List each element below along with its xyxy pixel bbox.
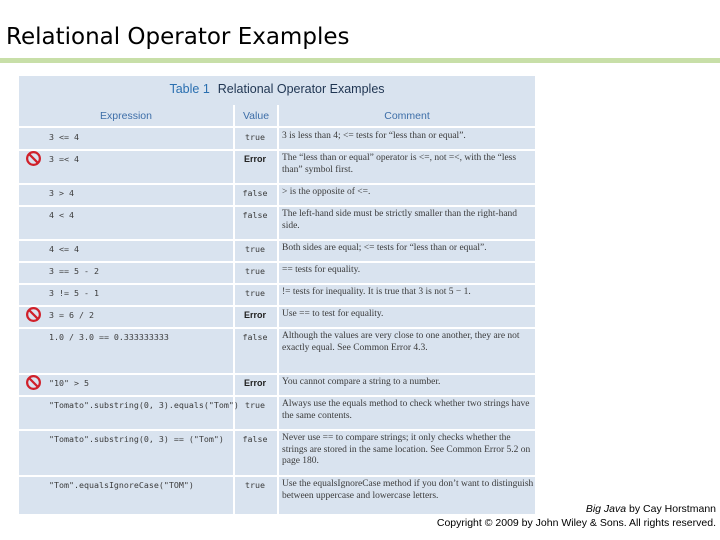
copyright-notice: Copyright © 2009 by John Wiley & Sons. All rights reserved. bbox=[436, 517, 716, 529]
expression-cell: 3 =< 4 bbox=[49, 154, 79, 164]
comment-cell: Always use the equals method to check whether two strings have the same contents. bbox=[282, 399, 530, 421]
prohibited-icon bbox=[25, 374, 42, 391]
prohibited-icon bbox=[25, 150, 42, 167]
table-caption-text: Relational Operator Examples bbox=[217, 82, 385, 96]
value-cell: false bbox=[242, 188, 268, 198]
header-rule bbox=[19, 126, 535, 128]
value-cell: false bbox=[242, 210, 268, 220]
slide-title: Relational Operator Examples bbox=[6, 24, 350, 50]
value-cell: true bbox=[245, 480, 265, 490]
expression-cell: "Tomato".substring(0, 3) == ("Tom") bbox=[49, 434, 224, 444]
row-divider bbox=[19, 395, 535, 397]
expression-cell: "10" > 5 bbox=[49, 378, 89, 388]
header-value: Value bbox=[242, 110, 270, 122]
author-byline: by Cay Horstmann bbox=[629, 503, 716, 515]
comment-cell: 3 is less than 4; <= tests for “less than or equal”. bbox=[282, 131, 466, 141]
row-divider bbox=[19, 475, 535, 477]
row-divider bbox=[19, 239, 535, 241]
value-cell: true bbox=[245, 244, 265, 254]
value-cell: true bbox=[245, 288, 265, 298]
row-divider bbox=[19, 283, 535, 285]
table-caption bbox=[19, 82, 535, 96]
comment-cell: > is the opposite of <=. bbox=[282, 187, 371, 197]
comment-cell: == tests for equality. bbox=[282, 265, 361, 275]
comment-cell: Use == to test for equality. bbox=[282, 309, 384, 319]
comment-cell: Both sides are equal; <= tests for “less than or equal”. bbox=[282, 243, 487, 253]
comment-cell: You cannot compare a string to a number. bbox=[282, 377, 441, 387]
expression-cell: 3 <= 4 bbox=[49, 132, 79, 142]
comment-cell: Never use == to compare strings; it only checks whether the strings are stored in the same location. See Common Error 5.2 on page 180. bbox=[282, 433, 531, 467]
expression-cell: 3 > 4 bbox=[49, 188, 74, 198]
expression-cell: 3 == 5 - 2 bbox=[49, 266, 99, 276]
comment-cell: != tests for inequality. It is true that 3 is not 5 − 1. bbox=[282, 287, 471, 297]
value-cell: true bbox=[245, 266, 265, 276]
title-underline bbox=[0, 58, 720, 63]
value-cell: Error bbox=[243, 154, 266, 164]
table-number: Table 1 bbox=[169, 82, 210, 96]
comment-cell: Although the values are very close to one another, they are not exactly equal. See Common Error 4.3. bbox=[282, 331, 520, 353]
prohibited-icon bbox=[25, 306, 42, 323]
value-cell: Error bbox=[243, 378, 266, 388]
value-cell: false bbox=[242, 434, 268, 444]
row-divider bbox=[19, 373, 535, 375]
comment-cell: The left-hand side must be strictly smaller than the right-hand side. bbox=[282, 209, 518, 231]
expression-cell: 1.0 / 3.0 == 0.333333333 bbox=[49, 332, 169, 342]
expression-cell: 4 < 4 bbox=[49, 210, 74, 220]
row-divider bbox=[19, 183, 535, 185]
value-cell: true bbox=[245, 400, 265, 410]
operator-table bbox=[19, 76, 535, 514]
comment-cell: The “less than or equal” operator is <=, not =<, with the “less than” symbol first. bbox=[282, 153, 517, 175]
credit-line-1 bbox=[437, 502, 716, 516]
value-cell: Error bbox=[243, 310, 266, 320]
row-divider bbox=[19, 205, 535, 207]
expression-cell: 3 = 6 / 2 bbox=[49, 310, 94, 320]
header-expression: Expression bbox=[100, 110, 152, 122]
value-cell: false bbox=[242, 332, 268, 342]
expression-cell: "Tom".equalsIgnoreCase("TOM") bbox=[49, 480, 194, 490]
expression-cell: 4 <= 4 bbox=[49, 244, 79, 254]
row-divider bbox=[19, 429, 535, 431]
row-divider bbox=[19, 327, 535, 329]
book-title: Big Java bbox=[585, 503, 627, 515]
expression-cell: 3 != 5 - 1 bbox=[49, 288, 99, 298]
credit-block bbox=[437, 502, 716, 530]
value-cell: true bbox=[245, 132, 265, 142]
row-divider bbox=[19, 305, 535, 307]
header-comment: Comment bbox=[384, 110, 430, 122]
row-divider bbox=[19, 261, 535, 263]
comment-cell: Use the equalsIgnoreCase method if you don’t want to distinguish between uppercase and lowercase letters. bbox=[282, 479, 534, 501]
expression-cell: "Tomato".substring(0, 3).equals("Tom") bbox=[49, 400, 239, 410]
row-divider bbox=[19, 149, 535, 151]
